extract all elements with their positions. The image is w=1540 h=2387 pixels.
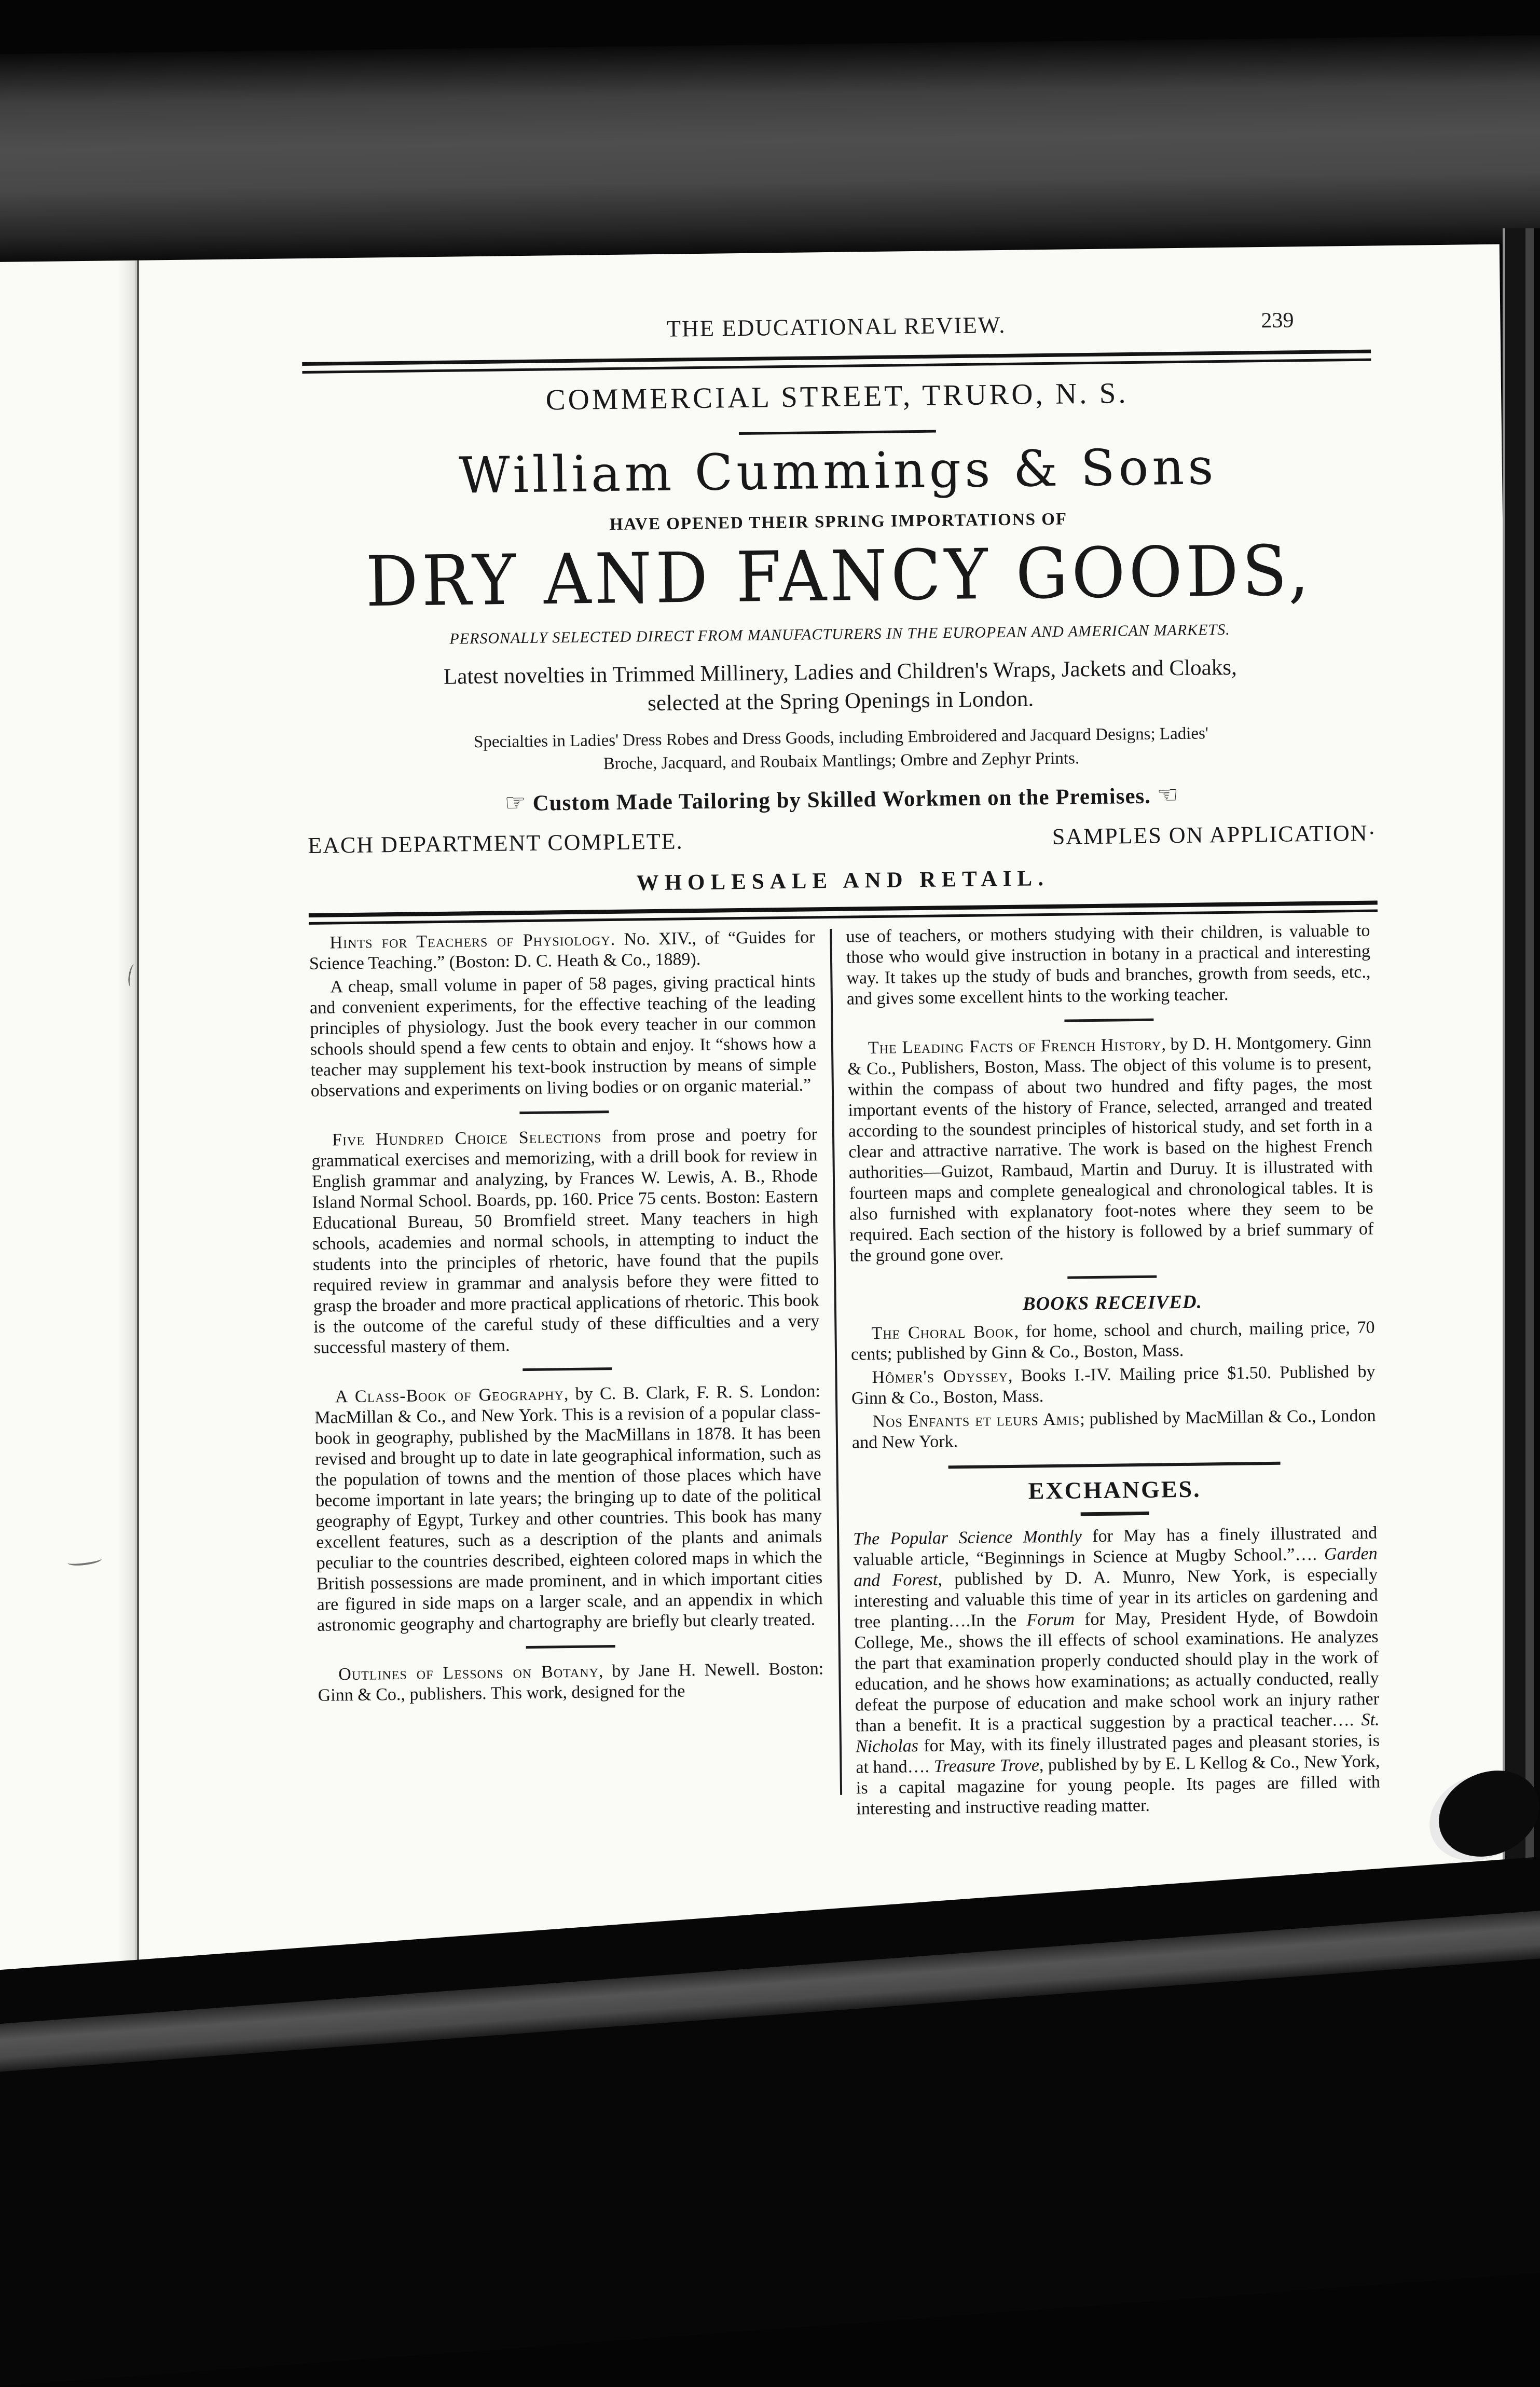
review-botany-lead: Outlines of Lessons on Botany (338, 1662, 599, 1684)
section-rule (519, 1110, 609, 1114)
entry-homers-odyssey-lead: Hômer's Odyssey (872, 1366, 1009, 1388)
left-column (309, 927, 825, 1826)
pointing-hand-left-icon: ☜ (1157, 780, 1179, 809)
printed-area (301, 307, 1388, 1826)
ad-department-row (308, 820, 1377, 859)
entry-nos-enfants-lead: Nos Enfants et leurs Amis (872, 1409, 1080, 1432)
magazine-popular-science-monthly: The Popular Science Monthly (853, 1527, 1082, 1549)
ad-specialties-line2: Broche, Jacquard, and Roubaix Mantlings; Ombre and Zephyr Prints. (603, 749, 1080, 774)
ad-subheadline: PERSONALLY SELECTED DIRECT FROM MANUFACTURERS IN THE EUROPEAN AND AMERICAN MARKETS. (449, 621, 1230, 648)
review-five-hundred-rest: from prose and poetry for grammatical exercises and memorizing, with a drill book for review in English grammar and analyzing, by Frances W. Lewis, A. B., Rhode Island Normal School. Boards, pp. 160. Price 75 cents. Boston: Eastern Educational Bureau, 50 Bromfield street. Many teachers in high schools, academies and normal schools, in attempting to induct the students into the principles of rhetoric, have found that the pupils required review in grammar and analysis before they were fitted to grasp the broader and more practical applications of rhetoric. This book is the outcome of the careful study of these difficulties and a very successful mastery of them. (311, 1124, 820, 1357)
double-rule-bottom (309, 900, 1378, 924)
review-french-history-lead: The Leading Facts of French History (868, 1035, 1162, 1058)
section-rule (522, 1367, 612, 1371)
entry-choral-book-lead: The Choral Book (871, 1322, 1014, 1343)
ad-company-name: William Cummings & Sons (458, 437, 1218, 505)
section-rule (526, 1645, 615, 1649)
magazine-st-nicholas: St. Nicholas (855, 1710, 1380, 1757)
exchanges-text: for May, President Hyde, of Bowdoin College, Me., shows the ill effects of school examinations. He analyzes the part that examination properly conducted should play in the work of education, and he shows how examinations; as actually conducted, really defeat the purpose of education and make school work an injury rather than a benefit. It is a practical suggestion by a practical teacher…. (854, 1606, 1380, 1736)
ad-tagline: HAVE OPENED THEIR SPRING IMPORTATIONS OF (609, 510, 1068, 534)
entry-homers-odyssey (851, 1362, 1376, 1409)
exchanges-heading: EXCHANGES. (1028, 1475, 1201, 1504)
entry-choral-book-rest: , for home, school and church, mailing price, 70 cents; published by Ginn & Co., Boston, Mass. (850, 1318, 1375, 1364)
ad-department-complete: EACH DEPARTMENT COMPLETE. (308, 828, 683, 858)
entry-homers-odyssey-rest: , Books I.-IV. Mailing price $1.50. Published by Ginn & Co., Boston, Mass. (851, 1362, 1376, 1408)
page-fold-shadow (118, 259, 136, 1967)
magazine-forum: Forum (1026, 1610, 1075, 1630)
journal-title: THE EDUCATIONAL REVIEW. (666, 311, 1006, 342)
scanner-top-band (0, 35, 1540, 262)
review-geography-rest: , by C. B. Clark, F. R. S. London: MacMillan & Co., and New York. This is a revision of a popular class-book in geography, published by the MacMillans in 1878. It has been revised and brought up to date in late geographical information, such as the population of towns and the mention of those places which have become important in late years; the bringing up to date of the political geography of Egypt, Turkey and other countries. This book has many excellent features, such as a description of the plants and animals peculiar to the countries described, eighteen colored maps in which the British possessions are made prominent, and in which important cities are figured in side maps on a larger scale, and an appendix in which astronomic geography and chartography are briefly but clearly treated. (314, 1381, 823, 1635)
ad-specialties (307, 720, 1376, 779)
review-hints-heading (309, 927, 815, 975)
exchanges-text: for May has a finely illustrated and valuable article, “Beginnings in Science at Mugby School.”…. (853, 1523, 1378, 1570)
review-hints-rest: No. XIV., of “Guides for Science Teaching.” (Boston: D. C. Heath & Co., 1889). (309, 927, 815, 973)
review-five-hundred-lead: Five Hundred Choice Selections (332, 1127, 602, 1150)
books-received-heading: BOOKS RECEIVED. (1022, 1291, 1203, 1315)
right-column (846, 921, 1380, 1820)
review-geography-lead: A Class-Book of Geography (335, 1384, 565, 1407)
ad-samples-on-application: SAMPLES ON APPLICATION· (1052, 820, 1377, 849)
masthead (301, 307, 1370, 347)
ad-tailoring-text: Custom Made Tailoring by Skilled Workmen on the Premises. (532, 784, 1151, 816)
review-five-hundred (311, 1124, 820, 1359)
scanned-page (0, 244, 1520, 2027)
column-divider-rule (830, 929, 842, 1795)
ad-address: COMMERCIAL STREET, TRURO, N. S. (545, 377, 1129, 417)
ad-wholesale-retail: WHOLESALE AND RETAIL. (636, 866, 1050, 896)
review-botany-rest: , by Jane H. Newell. Boston: Ginn & Co., publishers. This work, designed for the (318, 1659, 824, 1705)
ad-tailoring-line (307, 778, 1376, 819)
page-number: 239 (1261, 308, 1294, 333)
review-botany-continuation: use of teachers, or mothers studying with their children, is valuable to those who would give instruction in botany in a practical and interesting way. It takes up the study of buds and branches, growth from seeds, etc., and gives some excellent hints to the working teacher. (846, 921, 1371, 1009)
section-rule (1064, 1019, 1153, 1022)
exchanges-body (853, 1523, 1381, 1820)
exchanges-text: , published by by E. L Kellog & Co., New York, is a capital magazine for young people. Its pages are filled with interesting and instructive reading matter. (856, 1751, 1381, 1819)
exchanges-top-rule (948, 1462, 1281, 1469)
ad-novelties-line2: selected at the Spring Openings in London. (647, 687, 1034, 716)
exchanges-text: , published by D. A. Munro, New York, is especially interesting and valuable this time of year in its articles on gardening and tree planting….In the (854, 1565, 1378, 1632)
scan-right-edge-strip (1503, 228, 1540, 2034)
ad-short-rule (739, 430, 936, 435)
pointing-hand-right-icon: ☞ (504, 788, 527, 817)
review-french-history (847, 1032, 1374, 1267)
exchanges-under-rule (1081, 1512, 1149, 1516)
entry-nos-enfants (851, 1406, 1376, 1453)
review-geography (314, 1381, 823, 1636)
review-columns (309, 920, 1388, 1826)
review-hints-lead: Hints for Teachers of Physiology. (329, 929, 616, 953)
magazine-treasure-trove: Treasure Trove (933, 1755, 1040, 1776)
ad-headline: DRY AND FANCY GOODS, (365, 530, 1313, 622)
review-french-history-rest: , by D. H. Montgomery. Ginn & Co., Publishers, Boston, Mass. The object of this volume is to present, within the compass of about two hundred and fifty pages, the most important events of the history of France, selected, arranged and treated according to the soundest principles of historical study, and set forth in a clear and attractive narrative. The work is based on the highest French authorities—Guizot, Rambaud, Martin and Duruy. It is illustrated with fourteen maps and complete genealogical and chronological tables. It is also furnished with explanatory foot-notes where they seem to be required. Each section of the history is followed by a brief summary of the ground gone over. (847, 1032, 1374, 1266)
double-rule-top (302, 350, 1371, 374)
review-botany (318, 1658, 824, 1706)
section-rule (1067, 1275, 1157, 1279)
ad-novelties (306, 652, 1375, 722)
ad-novelties-line1: Latest novelties in Trimmed Millinery, Ladies and Children's Wraps, Jackets and Cloaks, (443, 655, 1238, 689)
entry-nos-enfants-rest: ; published by MacMillan & Co., London and New York. (851, 1406, 1376, 1452)
entry-choral-book (850, 1318, 1375, 1365)
magazine-garden-and-forest: Garden and Forest (853, 1544, 1378, 1590)
exchanges-text: for May, with its finely illustrated pages and pleasant stories, is at hand…. (856, 1731, 1380, 1777)
ad-specialties-line1: Specialties in Ladies' Dress Robes and Dress Goods, including Embroidered and Jacquard Designs; Ladies' (473, 724, 1209, 752)
review-hints-body: A cheap, small volume in paper of 58 pages, giving practical hints and convenient experiments, for the effective teaching of the leading principles of physiology. Just the book every teacher in our common schools should spend a few cents to obtain and enjoy. It “shows how a teacher may supplement his text-book instruction by means of simple observations and experiments on living bodies or on organic material.” (309, 971, 817, 1101)
page-fold-line (137, 259, 139, 1967)
